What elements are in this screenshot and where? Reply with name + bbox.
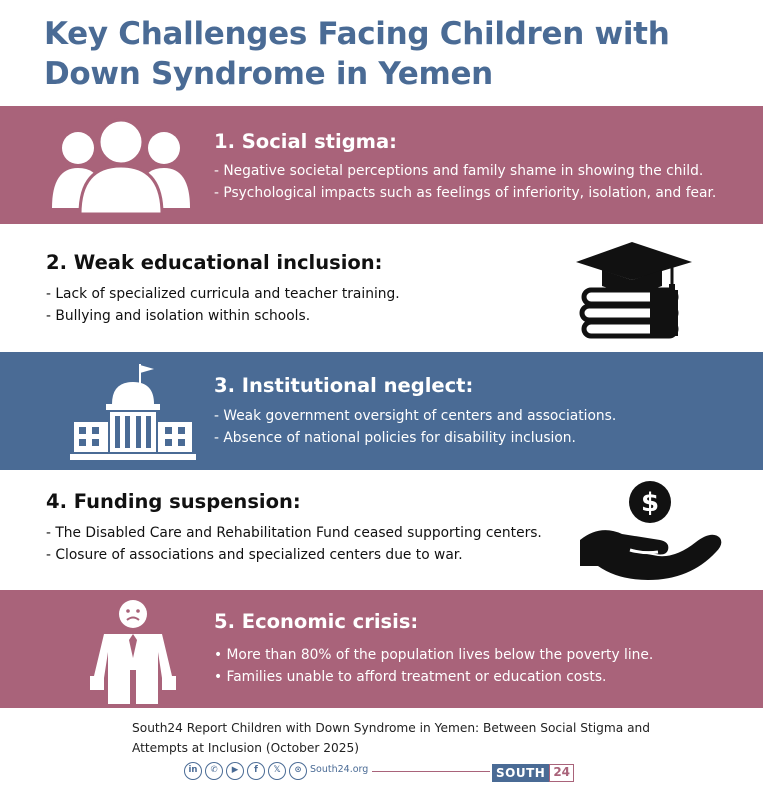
- south24-logo: [492, 764, 574, 782]
- threads-icon[interactable]: ⊙: [289, 762, 307, 780]
- section-point: - The Disabled Care and Rehabilitation Fund ceased supporting centers.: [46, 525, 542, 541]
- section-point: - Negative societal perceptions and family shame in showing the child.: [214, 163, 704, 179]
- section-title: 2. Weak educational inclusion:: [46, 251, 383, 274]
- linkedin-icon[interactable]: in: [184, 762, 202, 780]
- section-title: 4. Funding suspension:: [46, 490, 301, 513]
- section-point: - Weak government oversight of centers and associations.: [214, 408, 617, 424]
- logo-right-text: 24: [549, 764, 574, 782]
- section-point: - Closure of associations and specialized centers due to war.: [46, 547, 463, 563]
- section-title: 3. Institutional neglect:: [214, 374, 474, 397]
- youtube-icon[interactable]: ▶: [226, 762, 244, 780]
- section-economic-crisis: [0, 590, 763, 708]
- footer: [0, 762, 763, 786]
- section-title: 5. Economic crisis:: [214, 610, 419, 633]
- government-building-icon: [70, 362, 196, 462]
- x-twitter-icon[interactable]: 𝕏: [268, 762, 286, 780]
- footer-divider: [372, 771, 490, 772]
- facebook-icon[interactable]: f: [247, 762, 265, 780]
- section-title: 1. Social stigma:: [214, 130, 397, 153]
- section-institutional-neglect: [0, 352, 763, 470]
- people-group-icon: [48, 118, 194, 214]
- graduation-cap-books-icon: [574, 240, 698, 342]
- source-caption: South24 Report Children with Down Syndrome in Yemen: Between Social Stigma and Attempts at Inclusion (October 2025): [132, 721, 651, 755]
- whatsapp-icon[interactable]: ✆: [205, 762, 223, 780]
- section-point: - Absence of national policies for disability inclusion.: [214, 430, 576, 446]
- hand-with-dollar-coin-icon: [578, 480, 724, 584]
- sad-man-empty-pockets-icon: [88, 596, 178, 706]
- section-social-stigma: [0, 106, 763, 224]
- section-point: - Psychological impacts such as feelings of inferiority, isolation, and fear.: [214, 185, 717, 201]
- section-educational-inclusion: [0, 226, 763, 350]
- svg-text:$: $: [640, 488, 660, 518]
- website-link[interactable]: South24.org: [310, 764, 369, 775]
- section-funding-suspension: [0, 472, 763, 588]
- section-point: • More than 80% of the population lives below the poverty line.: [214, 647, 654, 663]
- section-point: - Bullying and isolation within schools.: [46, 308, 311, 324]
- section-point: • Families unable to afford treatment or education costs.: [214, 669, 607, 685]
- section-point: - Lack of specialized curricula and teacher training.: [46, 286, 400, 302]
- page-title: Key Challenges Facing Children with Down Syndrome in Yemen: [44, 16, 670, 92]
- logo-left-text: SOUTH: [492, 764, 549, 782]
